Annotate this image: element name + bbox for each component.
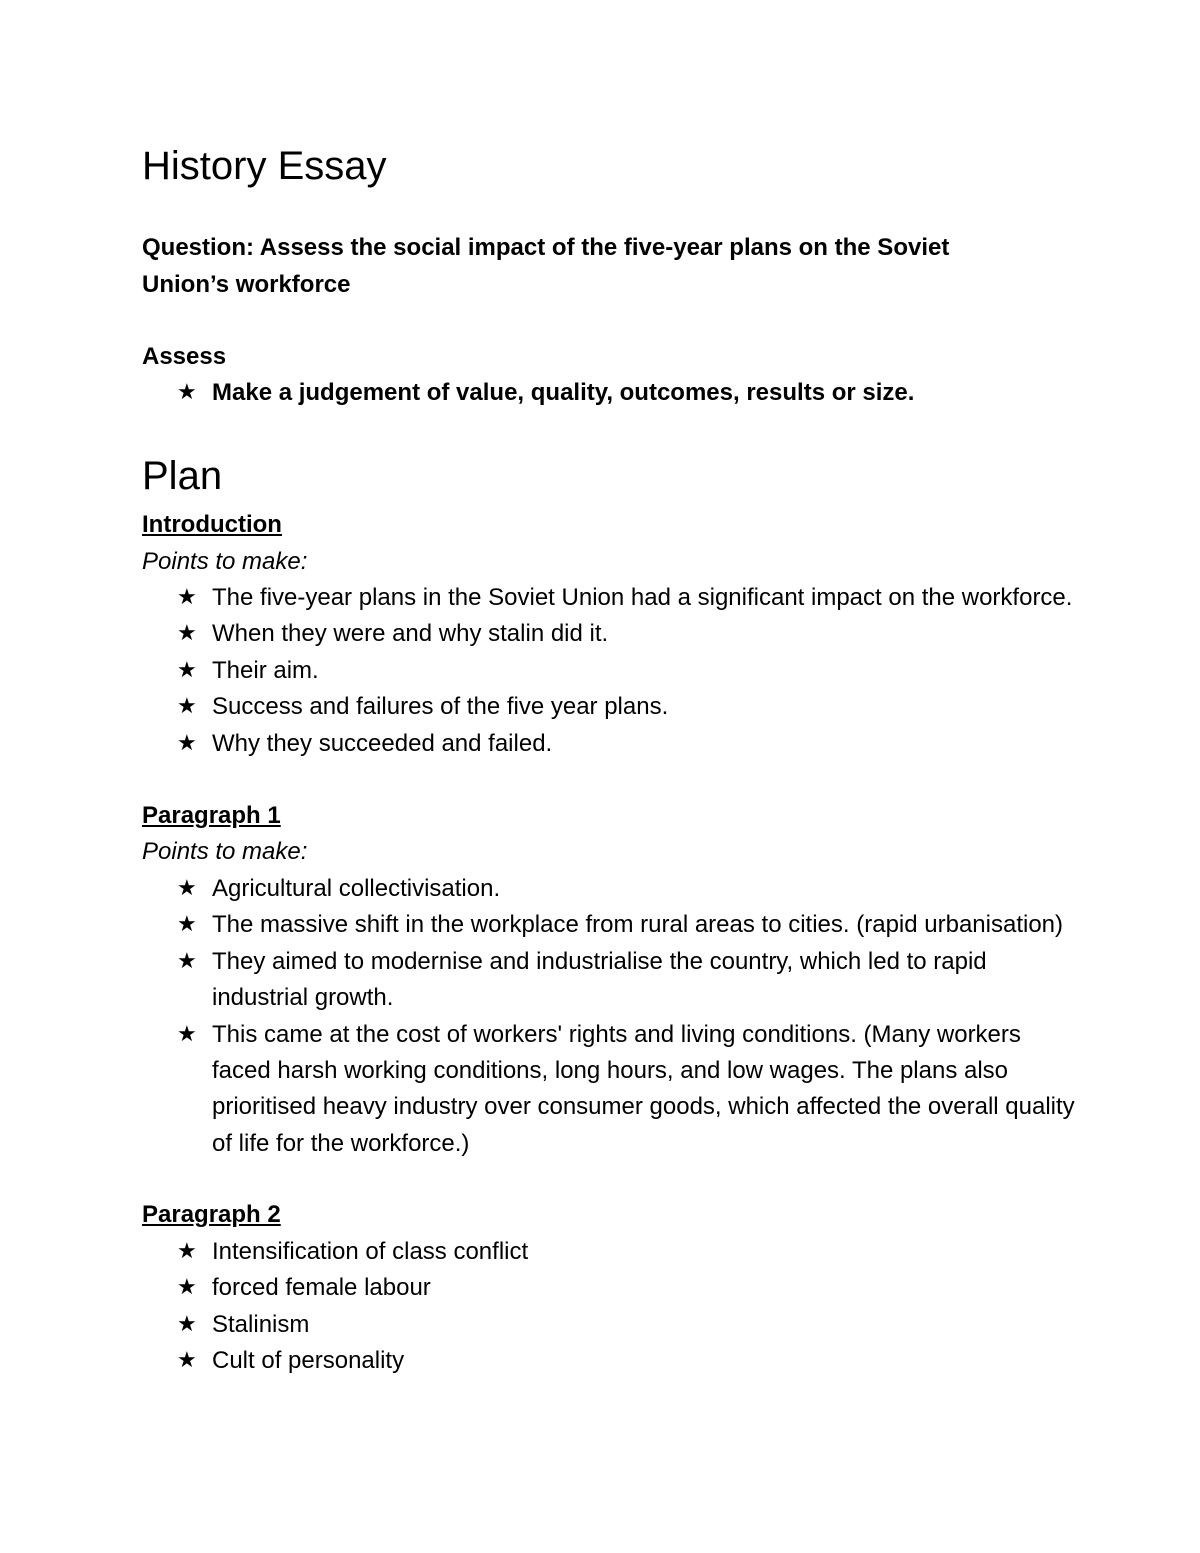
list-item bbox=[142, 653, 1082, 689]
star-bullet-icon: ★ bbox=[177, 1275, 197, 1301]
star-bullet-icon: ★ bbox=[177, 1239, 197, 1264]
introduction-bullet-list bbox=[142, 580, 1082, 762]
star-bullet-icon: ★ bbox=[177, 621, 197, 647]
star-bullet-icon: ★ bbox=[177, 1311, 197, 1337]
plan-heading: Plan bbox=[142, 454, 223, 498]
document-title: History Essay bbox=[142, 144, 387, 188]
paragraph-1-bullet-list bbox=[142, 871, 1082, 1162]
bullet-text: Cult of personality bbox=[212, 1347, 405, 1375]
paragraph-1-heading: Paragraph 1 bbox=[142, 802, 281, 829]
list-item bbox=[142, 580, 1082, 616]
assess-bullet-list bbox=[142, 375, 1082, 411]
bullet-text: Why they succeeded and failed. bbox=[212, 729, 553, 757]
star-bullet-icon: ★ bbox=[177, 1348, 197, 1374]
list-item bbox=[142, 907, 1082, 943]
bullet-text: Agricultural collectivisation. bbox=[212, 875, 501, 902]
star-bullet-icon: ★ bbox=[177, 876, 197, 901]
bullet-text: The massive shift in the workplace from rural areas to cities. (rapid urbanisation) bbox=[212, 911, 1064, 939]
introduction-points-label: Points to make: bbox=[142, 548, 308, 575]
bullet-text: Stalinism bbox=[212, 1310, 310, 1338]
assess-heading: Assess bbox=[142, 343, 227, 370]
list-item bbox=[142, 1017, 1082, 1163]
bullet-text: The five-year plans in the Soviet Union had a significant impact on the workforce. bbox=[212, 584, 1073, 611]
bullet-text: Success and failures of the five year plans. bbox=[212, 693, 669, 721]
star-bullet-icon: ★ bbox=[177, 694, 197, 720]
bullet-text: forced female labour bbox=[212, 1274, 431, 1302]
bullet-text: They aimed to modernise and industrialise the country, which led to rapid industrial growth. bbox=[212, 947, 987, 1012]
star-bullet-icon: ★ bbox=[177, 730, 197, 756]
star-bullet-icon: ★ bbox=[177, 912, 197, 938]
list-item bbox=[142, 1270, 1082, 1306]
list-item bbox=[142, 1234, 1082, 1270]
bullet-text: When they were and why stalin did it. bbox=[212, 620, 609, 648]
star-bullet-icon: ★ bbox=[177, 1021, 197, 1047]
bullet-text: This came at the cost of workers' rights and living conditions. (Many workers faced harsh working conditions, long hours, and low wages. The plans also prioritised heavy industry over consumer goods, which affected the overall quality of life for the workforce.) bbox=[212, 1020, 1075, 1157]
paragraph-2-bullet-list bbox=[142, 1234, 1082, 1380]
list-item bbox=[142, 1307, 1082, 1343]
list-item bbox=[142, 616, 1082, 652]
star-bullet-icon: ★ bbox=[177, 657, 197, 683]
essay-question: Question: Assess the social impact of the five-year plans on the Soviet Union’s workforce bbox=[142, 234, 950, 298]
introduction-heading: Introduction bbox=[142, 511, 282, 538]
list-item bbox=[142, 1343, 1082, 1379]
paragraph-1-points-label: Points to make: bbox=[142, 838, 308, 865]
star-bullet-icon: ★ bbox=[177, 585, 197, 610]
bullet-text: Their aim. bbox=[212, 656, 319, 684]
list-item bbox=[142, 871, 1082, 907]
bullet-text: Intensification of class conflict bbox=[212, 1238, 529, 1265]
list-item bbox=[142, 944, 1082, 1017]
paragraph-2-heading: Paragraph 2 bbox=[142, 1201, 281, 1228]
star-bullet-icon: ★ bbox=[177, 380, 197, 405]
star-bullet-icon: ★ bbox=[177, 948, 197, 974]
list-item bbox=[142, 375, 1082, 411]
list-item bbox=[142, 726, 1082, 762]
bullet-text: Make a judgement of value, quality, outcomes, results or size. bbox=[212, 379, 915, 406]
list-item bbox=[142, 689, 1082, 725]
